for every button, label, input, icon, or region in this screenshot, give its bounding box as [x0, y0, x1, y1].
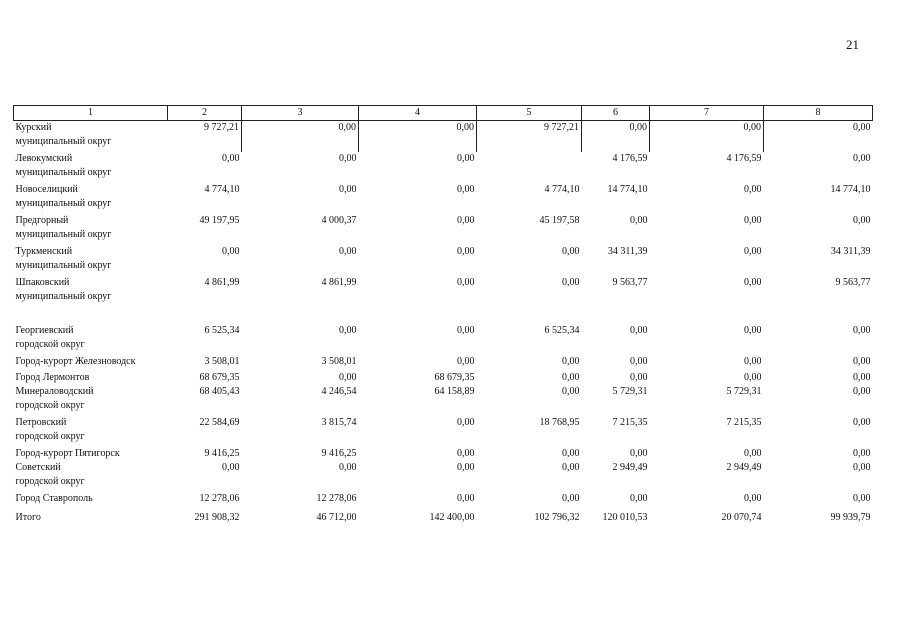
table-row	[14, 152, 873, 183]
value-cell: 4 861,99	[321, 277, 357, 288]
value-cell: 3 508,01	[321, 356, 357, 367]
column-header: 2	[168, 106, 242, 121]
value-cell: 7 215,35	[726, 417, 762, 428]
column-header: 8	[764, 106, 873, 121]
value-cell: 9 416,25	[321, 448, 357, 459]
value-cell: 0,00	[744, 325, 762, 336]
value-cell: 0,00	[339, 325, 357, 336]
value-cell: 12 278,06	[316, 493, 357, 504]
value-cell: 7 215,35	[612, 417, 648, 428]
value-cell: 0,00	[457, 356, 475, 367]
table-row	[14, 385, 873, 416]
value-cell: 0,00	[630, 372, 648, 383]
value-cell: 0,00	[359, 121, 477, 153]
value-cell: 0,00	[242, 121, 359, 153]
value-cell: 4 774,10	[204, 184, 240, 195]
value-cell: 0,00	[457, 462, 475, 473]
total-value-cell: 291 908,32	[194, 512, 240, 523]
value-cell: 0,00	[339, 184, 357, 195]
value-cell: 5 729,31	[612, 386, 648, 397]
value-cell: 18 768,95	[539, 417, 580, 428]
value-cell: 9 416,25	[204, 448, 240, 459]
value-cell: 0,00	[562, 386, 580, 397]
table-row	[14, 492, 873, 511]
value-cell: 0,00	[853, 215, 871, 226]
value-cell: 68 405,43	[199, 386, 240, 397]
total-value-cell: 142 400,00	[429, 512, 475, 523]
value-cell: 0,00	[562, 462, 580, 473]
value-cell: 2 949,49	[726, 462, 762, 473]
value-cell: 0,00	[744, 184, 762, 195]
value-cell: 3 815,74	[321, 417, 357, 428]
value-cell: 0,00	[744, 215, 762, 226]
value-cell: 0,00	[457, 448, 475, 459]
column-header: 5	[477, 106, 582, 121]
value-cell: 0,00	[562, 277, 580, 288]
table-row	[14, 245, 873, 276]
table-row	[14, 371, 873, 385]
value-cell: 0,00	[744, 246, 762, 257]
value-cell: 0,00	[853, 386, 871, 397]
budget-table	[13, 105, 873, 525]
column-header: 3	[242, 106, 359, 121]
value-cell: 2 949,49	[612, 462, 648, 473]
value-cell: 0,00	[744, 448, 762, 459]
value-cell: 0,00	[744, 493, 762, 504]
value-cell: 0,00	[457, 493, 475, 504]
value-cell: 0,00	[457, 215, 475, 226]
value-cell: 14 774,10	[607, 184, 648, 195]
value-cell: 0,00	[650, 121, 764, 153]
value-cell: 0,00	[562, 246, 580, 257]
value-cell: 64 158,89	[434, 386, 475, 397]
value-cell: 0,00	[744, 372, 762, 383]
column-header: 1	[14, 106, 168, 121]
value-cell: 0,00	[744, 277, 762, 288]
district-name: Минераловодский городской округ	[15, 386, 94, 411]
value-cell: 0,00	[457, 184, 475, 195]
value-cell: 0,00	[562, 372, 580, 383]
total-value-cell: 99 939,79	[830, 512, 871, 523]
value-cell: 0,00	[457, 246, 475, 257]
value-cell: 4 000,37	[321, 215, 357, 226]
table-row	[14, 324, 873, 355]
total-value-cell: 46 712,00	[316, 512, 357, 523]
value-cell: 0,00	[630, 215, 648, 226]
total-value-cell: 20 070,74	[721, 512, 762, 523]
value-cell: 9 563,77	[835, 277, 871, 288]
value-cell: 0,00	[562, 356, 580, 367]
value-cell: 0,00	[222, 462, 240, 473]
column-header: 6	[582, 106, 650, 121]
district-name: Город Ставрополь	[15, 493, 93, 504]
column-number-row	[14, 106, 873, 121]
value-cell: 0,00	[853, 372, 871, 383]
value-cell: 0,00	[853, 122, 871, 133]
value-cell: 0,00	[457, 325, 475, 336]
value-cell: 5 729,31	[726, 386, 762, 397]
value-cell: 4 774,10	[544, 184, 580, 195]
value-cell: 0,00	[339, 153, 357, 164]
column-header: 4	[359, 106, 477, 121]
value-cell: 4 246,54	[321, 386, 357, 397]
total-row	[14, 511, 873, 525]
table-row	[14, 416, 873, 447]
district-name: Советский городской округ	[15, 462, 85, 487]
district-name: Город Лермонтов	[15, 372, 90, 383]
value-cell: 0,00	[222, 246, 240, 257]
value-cell: 0,00	[630, 325, 648, 336]
table-row	[14, 276, 873, 324]
value-cell: 4 861,99	[204, 277, 240, 288]
value-cell: 0,00	[853, 153, 871, 164]
value-cell: 68 679,35	[434, 372, 475, 383]
value-cell: 0,00	[853, 356, 871, 367]
table-body	[14, 121, 873, 526]
total-value-cell: 102 796,32	[534, 512, 580, 523]
table-row	[14, 447, 873, 461]
value-cell: 0,00	[457, 277, 475, 288]
value-cell: 0,00	[853, 325, 871, 336]
value-cell: 4 176,59	[726, 153, 762, 164]
value-cell: 0,00	[853, 493, 871, 504]
district-name: Шпаковский муниципальный округ	[15, 277, 112, 302]
district-name: Туркменский муниципальный округ	[15, 246, 112, 271]
value-cell: 45 197,58	[539, 215, 580, 226]
value-cell: 3 508,01	[204, 356, 240, 367]
value-cell: 0,00	[582, 121, 650, 153]
district-name: Город-курорт Пятигорск	[15, 448, 120, 459]
district-name: Петровский городской округ	[15, 417, 85, 442]
district-name: Георгиевский городской округ	[15, 325, 85, 350]
value-cell: 9 563,77	[612, 277, 648, 288]
total-value-cell: 120 010,53	[602, 512, 648, 523]
value-cell: 14 774,10	[830, 184, 871, 195]
table-row	[14, 355, 873, 371]
value-cell: 0,00	[853, 448, 871, 459]
total-label: Итого	[15, 512, 41, 523]
value-cell: 0,00	[222, 153, 240, 164]
table-row	[14, 214, 873, 245]
column-header: 7	[650, 106, 764, 121]
value-cell: 0,00	[630, 448, 648, 459]
value-cell: 9 727,21	[168, 121, 242, 153]
value-cell: 9 727,21	[477, 121, 582, 153]
district-name: Предгорный муниципальный округ	[15, 215, 112, 240]
value-cell: 49 197,95	[199, 215, 240, 226]
value-cell: 34 311,39	[830, 246, 871, 257]
value-cell: 0,00	[630, 356, 648, 367]
value-cell: 22 584,69	[199, 417, 240, 428]
table-row	[14, 461, 873, 492]
table-row	[14, 121, 873, 153]
page-number: 21	[846, 37, 859, 52]
value-cell: 0,00	[853, 462, 871, 473]
value-cell: 68 679,35	[199, 372, 240, 383]
value-cell: 0,00	[853, 417, 871, 428]
value-cell: 0,00	[457, 153, 475, 164]
value-cell: 6 525,34	[204, 325, 240, 336]
district-name: Курский муниципальный округ	[15, 122, 112, 147]
value-cell: 0,00	[339, 372, 357, 383]
table-row	[14, 183, 873, 214]
value-cell: 0,00	[457, 417, 475, 428]
value-cell: 6 525,34	[544, 325, 580, 336]
district-name: Город-курорт Железноводск	[15, 356, 136, 367]
value-cell: 34 311,39	[607, 246, 648, 257]
value-cell	[477, 152, 582, 183]
district-name: Новоселицкий муниципальный округ	[15, 184, 112, 209]
value-cell: 0,00	[562, 448, 580, 459]
value-cell: 12 278,06	[199, 493, 240, 504]
value-cell: 0,00	[339, 462, 357, 473]
value-cell: 0,00	[339, 246, 357, 257]
value-cell: 4 176,59	[612, 153, 648, 164]
district-name: Левокумский муниципальный округ	[15, 153, 112, 178]
value-cell: 0,00	[562, 493, 580, 504]
value-cell: 0,00	[744, 356, 762, 367]
value-cell: 0,00	[630, 493, 648, 504]
